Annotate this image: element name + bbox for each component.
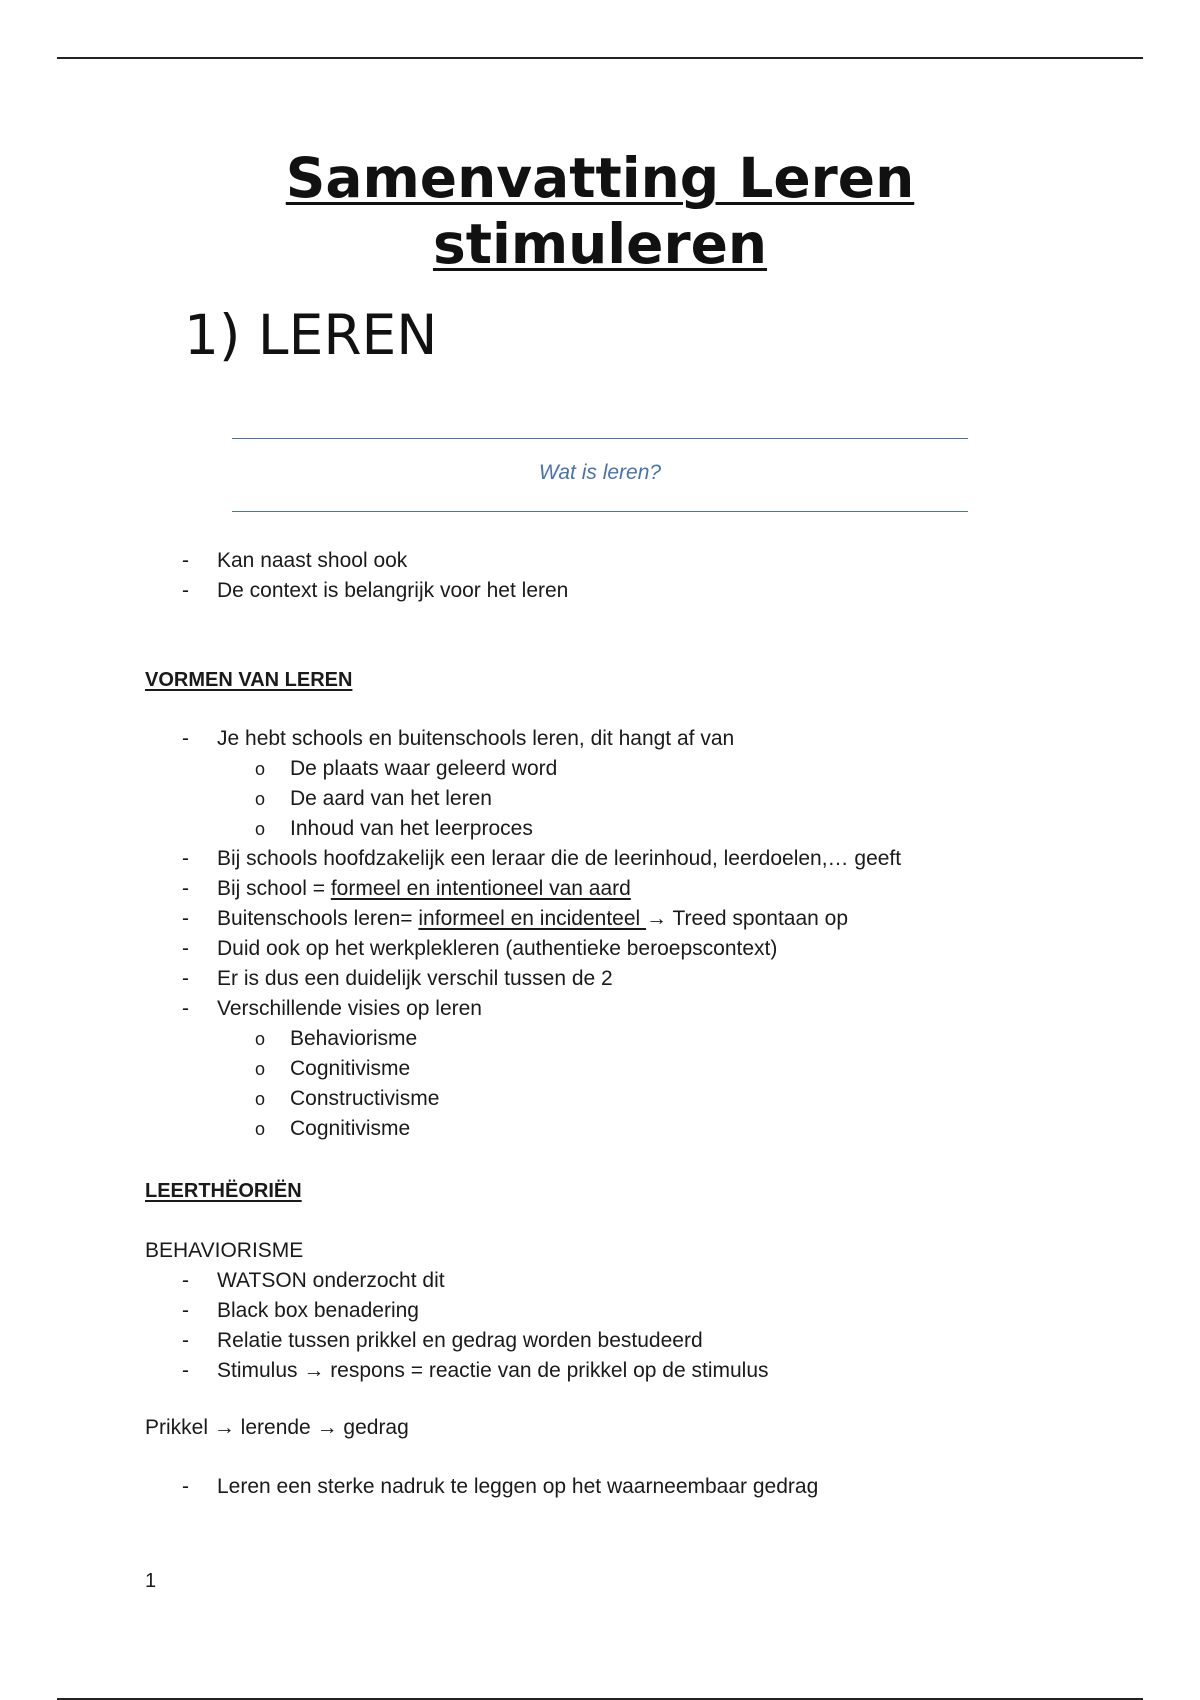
sub-list-item: o Cognitivisme [0,1054,901,1084]
dash-bullet: - [182,579,189,602]
dash-bullet: - [182,847,189,870]
underlined-term: informeel en incidenteel [418,907,647,930]
document-title [0,145,1200,277]
dash-bullet: - [182,937,189,960]
circle-bullet: o [255,1089,266,1109]
title-line-2: stimuleren [432,212,768,276]
list-item: - Leren een sterke nadruk te leggen op het waarneembaar gedrag [0,1472,818,1502]
dash-bullet: - [182,967,189,990]
dash-bullet: - [182,877,189,900]
dash-bullet: - [182,1329,189,1352]
list-item: - Duid ook op het werkplekleren (authentieke beroepscontext) [0,934,901,964]
circle-bullet: o [255,759,266,779]
dash-bullet: - [182,997,189,1020]
dash-bullet: - [182,549,189,572]
sub-list-item: o Inhoud van het leerproces [0,814,901,844]
header-rule [57,57,1143,59]
list-item: - Buitenschools leren= informeel en incidenteel → Treed spontaan op [0,904,901,934]
list-item: - Relatie tussen prikkel en gedrag worden bestudeerd [0,1326,769,1356]
list-item: - Je hebt schools en buitenschools leren, dit hangt af van [0,724,901,754]
circle-bullet: o [255,789,266,809]
circle-bullet: o [255,1029,266,1049]
list-item: - Stimulus → respons = reactie van de prikkel op de stimulus [0,1356,769,1386]
dash-bullet: - [182,1299,189,1322]
sub-list-item: o De aard van het leren [0,784,901,814]
list-item: - Bij school = formeel en intentioneel van aard [0,874,901,904]
page-number: 1 [145,1570,157,1592]
list-item: - Black box benadering [0,1296,769,1326]
final-list [0,1472,818,1502]
list-item: - Kan naast shool ook [0,546,568,576]
section-heading-vormen: VORMEN VAN LEREN [145,669,353,691]
title-line-1: Samenvatting Leren [285,146,915,210]
dash-bullet: - [182,1475,189,1498]
behaviorisme-list [0,1266,769,1386]
sub-list-item: o De plaats waar geleerd word [0,754,901,784]
sub-list-item: o Constructivisme [0,1084,901,1114]
list-item: - Verschillende visies op leren [0,994,901,1024]
list-item: - WATSON onderzocht dit [0,1266,769,1296]
quote-text: Wat is leren? [538,461,662,484]
sub-list-item: o Behaviorisme [0,1024,901,1054]
list-item: - Bij schools hoofdzakelijk een leraar die de leerinhoud, leerdoelen,… geeft [0,844,901,874]
intense-quote-box [232,438,968,512]
vormen-list [0,724,901,1144]
dash-bullet: - [182,727,189,750]
intro-list [0,546,568,606]
list-item: - De context is belangrijk voor het leren [0,576,568,606]
section-heading-theorien: LEERTHËORIËN [145,1180,302,1202]
dash-bullet: - [182,907,189,930]
circle-bullet: o [255,1059,266,1079]
circle-bullet: o [255,1119,266,1139]
dash-bullet: - [182,1359,189,1382]
circle-bullet: o [255,819,266,839]
subheading-behaviorisme: BEHAVIORISME [145,1239,304,1262]
underlined-term: formeel en intentioneel van aard [330,877,631,900]
sub-list-item: o Cognitivisme [0,1114,901,1144]
list-item: - Er is dus een duidelijk verschil tussen de 2 [0,964,901,994]
chapter-heading: 1) LEREN [184,303,438,367]
flow-text: Prikkel → lerende → gedrag [145,1416,409,1439]
dash-bullet: - [182,1269,189,1292]
